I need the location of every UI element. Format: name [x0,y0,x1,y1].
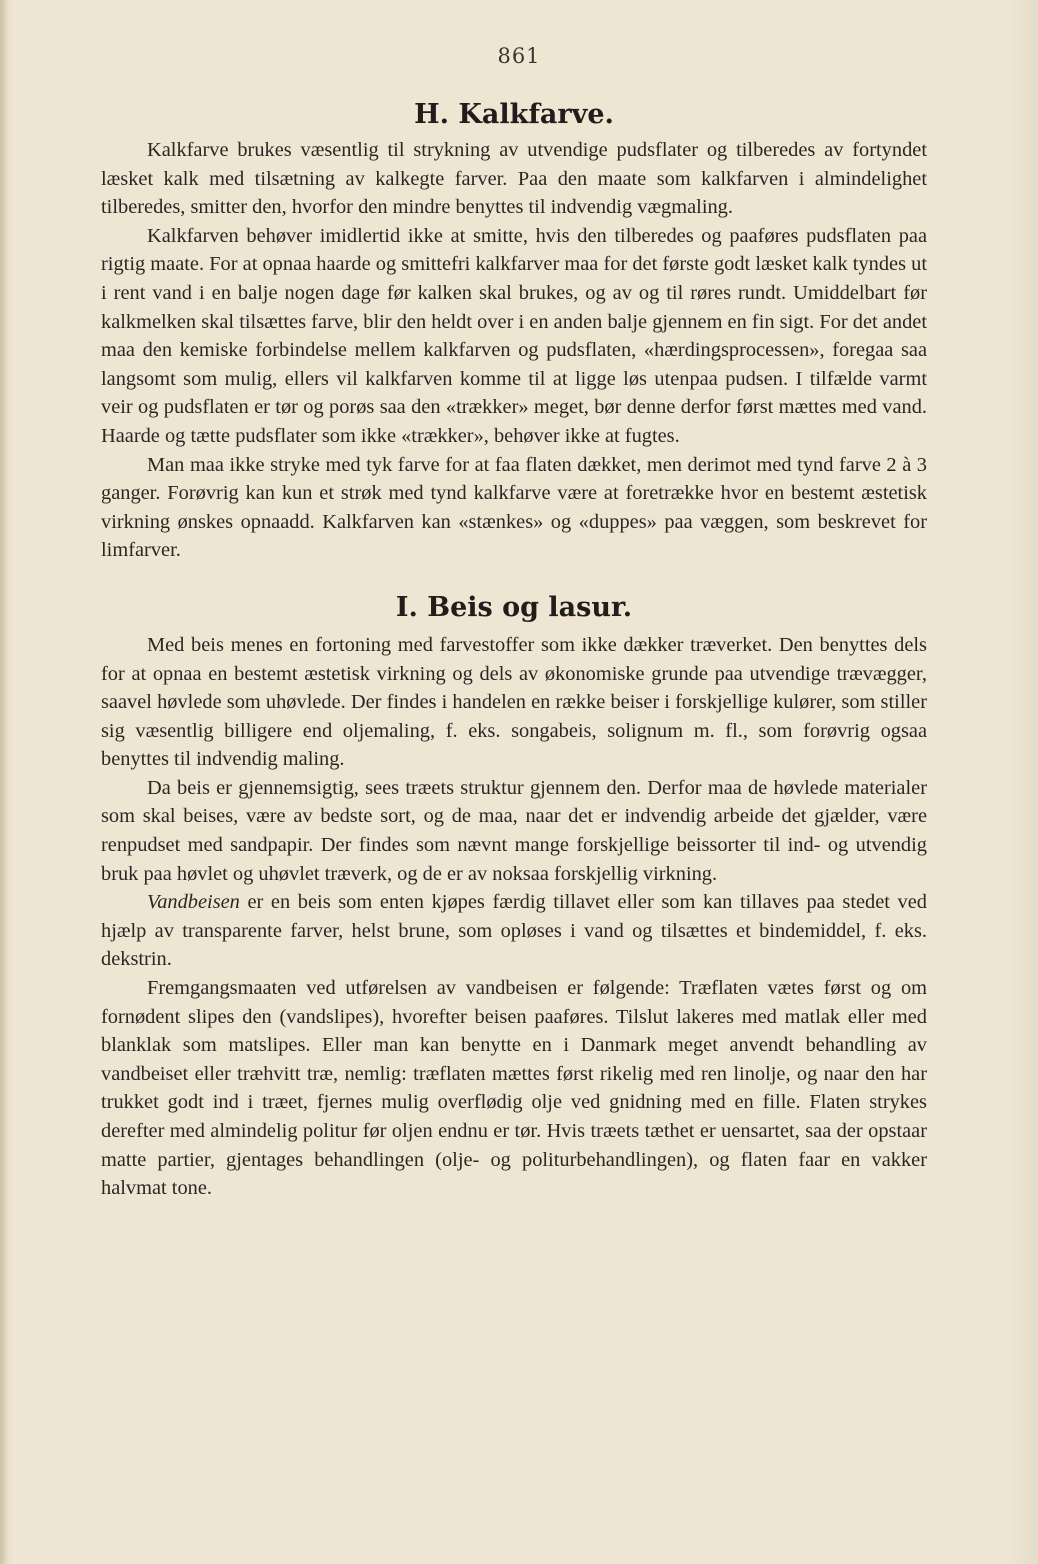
page-body [101,96,927,1203]
paragraph-text: er en beis som enten kjøpes færdig tillavet eller som kan tillaves paa stedet ved hjælp av transparente farver, helst brune, som opløses i vand og tilsættes et bindemiddel, f. eks. dekstrin. [101,891,927,971]
paragraph: Fremgangsmaaten ved utførelsen av vandbeisen er følgende: Træflaten vætes først og om fornødent slipes den (vandslipes), hvorefter beisen paaføres. Tilslut lakeres med matlak eller med blanklak som matslipes. Eller man kan benytte en i Danmark meget anvendt behandling av vandbeiset eller træhvitt træ, nemlig: træflaten mættes først rikelig med ren linolje, og naar den har trukket godt ind i træet, fjernes mulig overflødig olje ved gnidning med en fille. Flaten strykes derefter med almindelig politur før oljen endnu er tør. Hvis træets tæthet er uensartet, saa der opstaar matte partier, gjentages behandlingen (olje- og politurbehandlingen), og flaten faar en vakker halvmat tone. [101,977,927,1200]
paragraph: Kalkfarve brukes væsentlig til strykning av utvendige pudsflater og tilberedes av fortyndet læsket kalk med tilsætning av kalkegte farver. Paa den maate som kalkfarven i almindelighet tilberedes, smitter den, hvorfor den mindre benyttes til indvendig vægmaling. [101,139,927,219]
section-title-kalkfarve: H. Kalkfarve. [414,99,614,130]
paragraph: Man maa ikke stryke med tyk farve for at faa flaten dækket, men derimot med tynd farve 2 à 3 ganger. Forøvrig kan kun et strøk med tynd kalkfarve være at foretrække hvor en bestemt æstetisk virkning ønskes opnaadd. Kalkfarven kan «stænkes» og «duppes» paa væggen, som beskrevet for limfarver. [101,453,927,562]
paragraph: Med beis menes en fortoning med farvestoffer som ikke dækker træverket. Den benyttes dels for at opnaa en bestemt æstetisk virkning og dels av økonomiske grunde paa utvendige trævægger, saavel høvlede som uhøvlede. Der findes i handelen en række beiser i forskjellige kulører, som stiller sig væsentlig billigere end oljemaling, f. eks. songabeis, solignum m. fl., som forøvrig ogsaa benyttes til indvendig maling. [101,633,927,771]
page-number: 861 [497,44,541,68]
italic-term: Vandbeisen [147,891,240,914]
paragraph: Kalkfarven behøver imidlertid ikke at smitte, hvis den tilberedes og paaføres pudsflaten paa rigtig maate. For at opnaa haarde og smittefri kalkfarver maa for det første godt læsket kalk tyndes ut i rent vand i en balje nogen dage før kalken skal brukes, og av og til røres rundt. Umiddelbart før kalkmelken skal tilsættes farve, blir den heldt over i en anden balje gjennem en fin sigt. For det andet maa den kemiske forbindelse mellem kalkfarven og pudsflaten, «hærdingsprocessen», foregaa saa langsomt som mulig, ellers vil kalkfarven komme til at ligge løs utenpaa pudsen. I tilfælde varmt veir og pudsflaten er tør og porøs saa den «trækker» meget, bør denne derfor først mættes med vand. Haarde og tætte pudsflater som ikke «trækker», behøver ikke at fugtes. [101,224,927,447]
section-title-beis-og-lasur: I. Beis og lasur. [395,591,633,623]
paragraph: Da beis er gjennemsigtig, sees træets struktur gjennem den. Derfor maa de høvlede materialer som skal beises, være av bedste sort, og de maa, naar det er indvendig arbeide det gjælder, være renpudset med sandpapir. Der findes som nævnt mange forskjellige beissorter til ind- og utvendig bruk paa høvlet og uhøvlet træverk, og de er av noksaa forskjellig virkning. [101,776,927,885]
page-binding-edge [0,0,8,1564]
paragraph-vandbeis [101,888,927,974]
